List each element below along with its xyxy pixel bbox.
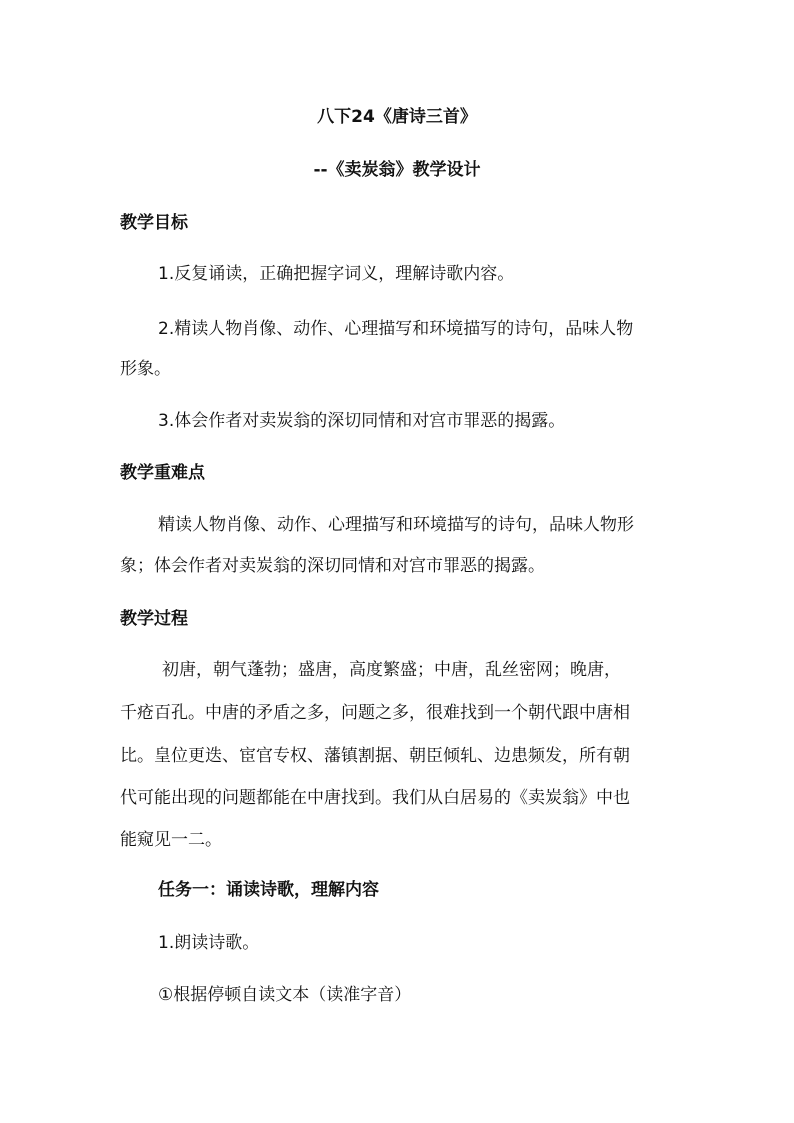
objective-item-3: 3.体会作者对卖炭翁的深切同情和对宫市罪恶的揭露。 <box>158 411 566 431</box>
process-intro-line-1: 初唐，朝气蓬勃；盛唐，高度繁盛；中唐，乱丝密网；晚唐， <box>162 660 621 680</box>
objective-item-2-continued: 形象。 <box>120 359 171 379</box>
key-points-heading: 教学重难点 <box>120 463 205 483</box>
objective-item-2: 2.精读人物肖像、动作、心理描写和环境描写的诗句，品味人物 <box>158 319 634 339</box>
objectives-heading: 教学目标 <box>120 213 188 233</box>
process-intro-line-2: 千疮百孔。中唐的矛盾之多，问题之多，很难找到一个朝代跟中唐相 <box>120 703 630 723</box>
process-heading: 教学过程 <box>120 609 188 629</box>
key-points-line-1: 精读人物肖像、动作、心理描写和环境描写的诗句，品味人物形 <box>158 515 634 535</box>
process-intro-line-4: 代可能出现的问题都能在中唐找到。我们从白居易的《卖炭翁》中也 <box>120 788 630 808</box>
task1-heading: 任务一：诵读诗歌，理解内容 <box>158 880 379 900</box>
task1-step-1: 1.朗读诗歌。 <box>158 933 260 953</box>
document-subtitle: --《卖炭翁》教学设计 <box>313 160 481 180</box>
key-points-line-2: 象；体会作者对卖炭翁的深切同情和对宫市罪恶的揭露。 <box>120 556 545 576</box>
process-intro-line-5: 能窥见一二。 <box>120 830 222 850</box>
process-intro-line-3: 比。皇位更迭、宦官专权、藩镇割据、朝臣倾轧、边患频发，所有朝 <box>120 746 630 766</box>
document-title: 八下24《唐诗三首》 <box>317 107 477 127</box>
objective-item-1: 1.反复诵读，正确把握字词义，理解诗歌内容。 <box>158 264 515 284</box>
task1-step-1-sub: ①根据停顿自读文本（读准字音） <box>158 985 412 1005</box>
